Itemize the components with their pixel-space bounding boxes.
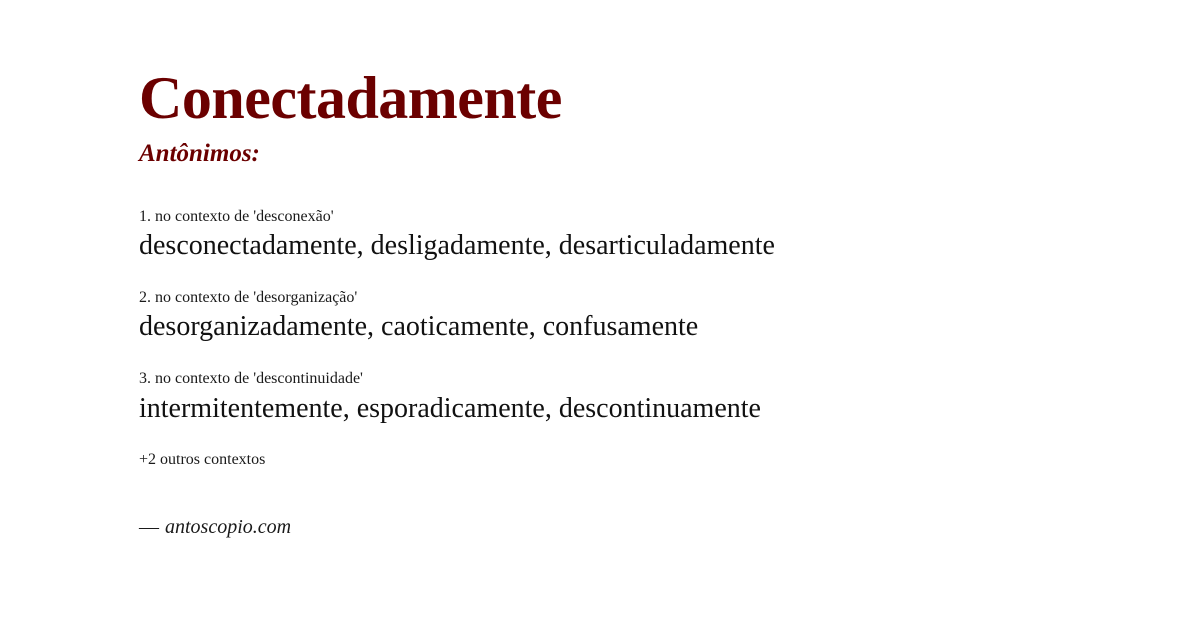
source-name: antoscopio.com <box>165 515 292 538</box>
sense-synonyms: desconectadamente, desligadamente, desarticuladamente <box>139 230 775 262</box>
section-subtitle: Antônimos: <box>139 140 260 167</box>
sense-synonyms: desorganizadamente, caoticamente, confusamente <box>139 311 699 343</box>
source-attribution <box>139 516 1140 539</box>
sense-context: 1. no contexto de 'desconexão' <box>139 208 334 225</box>
list-item <box>139 288 1140 344</box>
list-item <box>139 207 1140 263</box>
more-contexts-label: +2 outros contextos <box>139 450 266 468</box>
list-item <box>139 369 1140 425</box>
em-dash: — <box>139 515 159 538</box>
senses-list <box>139 207 1140 426</box>
sense-synonyms: intermitentemente, esporadicamente, descontinuamente <box>139 392 761 424</box>
sense-context: 3. no contexto de 'descontinuidade' <box>139 370 363 388</box>
sense-context: 2. no contexto de 'desorganização' <box>139 289 358 307</box>
page-title: Conectadamente <box>139 65 562 131</box>
